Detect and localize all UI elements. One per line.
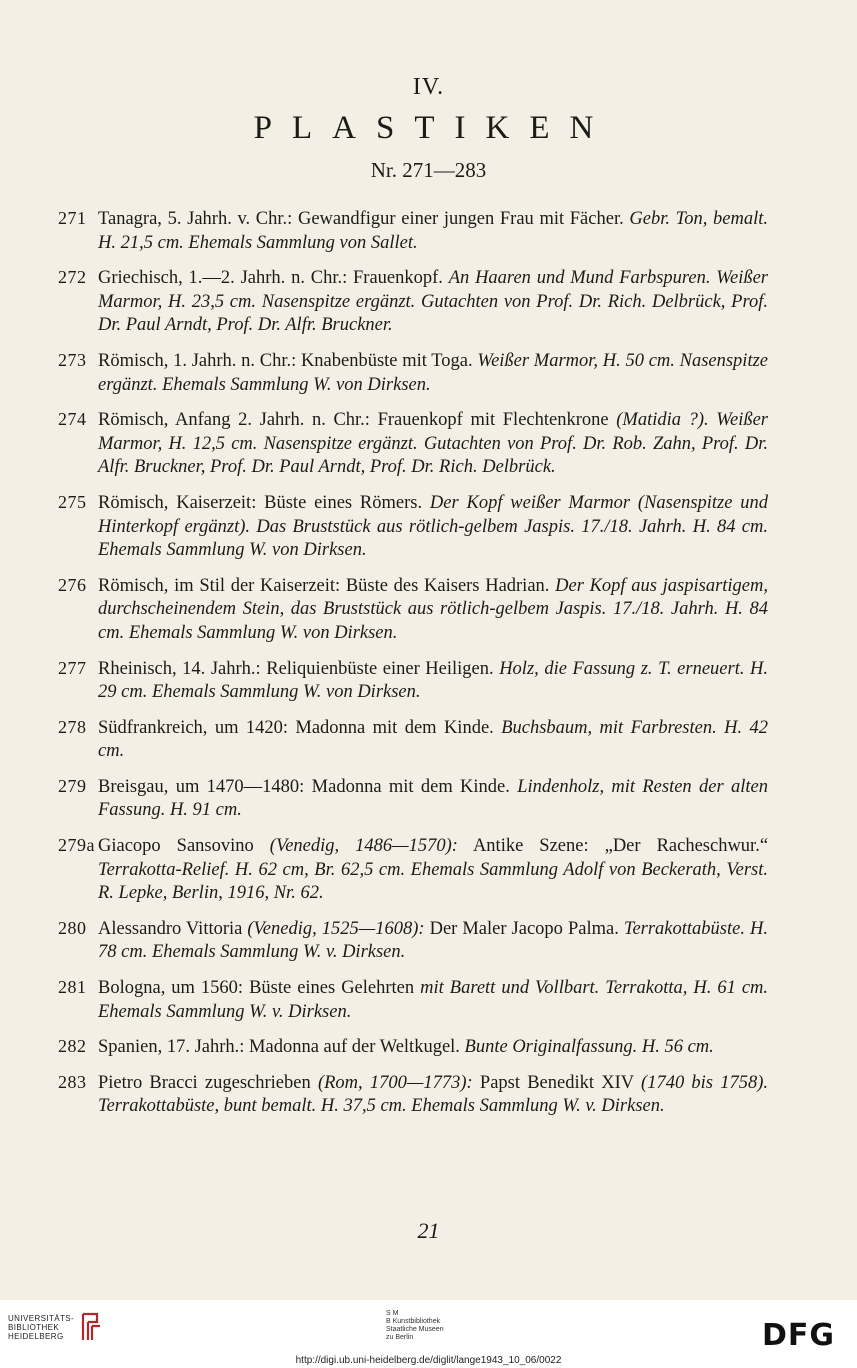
entry-number: 273: [58, 349, 87, 370]
entry-description: (Matidia ?). Weißer Marmor, H. 12,5 cm. Nasenspitze ergänzt. Gutachten von Prof. Dr. Rob. Zahn, Prof. Dr. Alfr. Bruckner, Prof. Dr. Paul Arndt, Prof. Dr. Rich. Delbrück.: [98, 410, 769, 478]
entry-title: Römisch, Anfang 2. Jahrh. n. Chr.: Frauenkopf mit Flechtenkrone: [98, 410, 609, 431]
entry-title: Römisch, Kaiserzeit: Büste eines Römers.: [98, 492, 423, 513]
entry-text: [98, 977, 768, 1024]
catalog-entry: [58, 575, 768, 646]
entry-number: 272: [58, 267, 87, 288]
kunstbibliothek-logo: [386, 1310, 506, 1342]
entry-number: 276: [58, 574, 87, 595]
entry-text: [98, 492, 768, 563]
entry-title: Tanagra, 5. Jahrh. v. Chr.: Gewandfigur einer jungen Frau mit Fächer.: [98, 209, 624, 229]
entry-title: Rheinisch, 14. Jahrh.: Reliquienbüste einer Heiligen.: [98, 658, 494, 679]
entry-text: [98, 918, 768, 965]
entry-title: Pietro Bracci zugeschrieben: [98, 1072, 311, 1093]
entry-text: [98, 835, 768, 906]
entry-number: 281: [58, 977, 87, 998]
entry-number: 275: [58, 491, 87, 512]
section-title: PLASTIKEN: [253, 110, 614, 146]
entry-text: [98, 776, 768, 823]
university-library-label: [8, 1314, 78, 1341]
entry-title: Alessandro Vittoria: [98, 918, 243, 939]
entry-text: [98, 1036, 768, 1060]
entry-description: mit Barett und Vollbart. Terrakotta, H. 61 cm. Ehemals Sammlung W. v. Dirksen.: [98, 978, 769, 1022]
entry-description: Weißer Marmor, H. 50 cm. Nasenspitze ergänzt. Ehemals Sammlung W. von Dirksen.: [98, 350, 768, 395]
entry-description: (Rom, 1700—1773):: [317, 1072, 473, 1093]
footer-bar: [0, 1300, 857, 1368]
entry-number: 278: [58, 716, 87, 737]
entry-title: Griechisch, 1.—2. Jahrh. n. Chr.: Frauenkopf.: [98, 268, 443, 289]
catalog-entry: [58, 658, 768, 705]
entry-number: 274: [58, 409, 87, 430]
section-range: Nr. 271—283: [370, 158, 487, 182]
entry-number: 277: [58, 657, 87, 678]
catalog-entry: [58, 1072, 768, 1119]
entry-text: [98, 208, 768, 255]
catalog-entry: [58, 918, 768, 965]
catalog-entry: [58, 776, 768, 823]
catalog-entry: [58, 208, 768, 255]
entry-title: Bologna, um 1560: Büste eines Gelehrten: [98, 978, 415, 999]
catalog-entry: [58, 409, 768, 480]
entry-description: Lindenholz, mit Resten der alten Fassung. H. 91 cm.: [98, 776, 768, 821]
university-logo-icon: [80, 1312, 102, 1342]
entry-text: [98, 658, 768, 705]
entry-title: Römisch, 1. Jahrh. n. Chr.: Knabenbüste mit Toga.: [98, 350, 473, 371]
catalog-entry: [58, 492, 768, 563]
kunstbibliothek-line-1: B Kunstbibliothek: [386, 1318, 441, 1325]
catalog-entry: [58, 350, 768, 397]
entry-description: Holz, die Fassung z. T. erneuert. H. 29 cm. Ehemals Sammlung W. von Dirksen.: [98, 658, 769, 703]
entry-description: Gebr. Ton, bemalt. H. 21,5 cm. Ehemals Sammlung von Sallet.: [98, 209, 768, 253]
entry-title: Spanien, 17. Jahrh.: Madonna auf der Weltkugel.: [98, 1037, 460, 1058]
catalog-entry: [58, 1036, 768, 1060]
entry-description: Terrakotta-Relief. H. 62 cm, Br. 62,5 cm. Ehemals Sammlung Adolf von Beckerath, Verst. R. Lepke, Berlin, 1916, Nr. 62.: [98, 859, 768, 904]
catalog-entries: [58, 208, 768, 1131]
entry-description: (Venedig, 1525—1608):: [247, 918, 425, 939]
entry-description: An Haaren und Mund Farbspuren. Weißer Marmor, H. 23,5 cm. Nasenspitze ergänzt. Gutachten von Prof. Dr. Rich. Delbrück, Prof. Dr. Paul Arndt, Prof. Dr. Alfr. Bruckner.: [98, 268, 769, 336]
entry-number: 279: [58, 775, 87, 796]
kunstbibliothek-sm: S M: [386, 1310, 399, 1317]
entry-text: [98, 575, 768, 646]
entry-number: 282: [58, 1036, 87, 1057]
catalog-entry: [58, 267, 768, 338]
catalog-entry: [58, 977, 768, 1024]
entry-number: 271: [58, 208, 87, 228]
entry-number: 280: [58, 917, 87, 938]
entry-text: [98, 350, 768, 397]
entry-description: Der Kopf aus jaspisartigem, durchscheinendem Stein, das Bruststück aus rötlich-gelbem Jaspis. 17./18. Jahrh. H. 84 cm. Ehemals Sammlung W. von Dirksen.: [98, 575, 769, 643]
entry-title: Südfrankreich, um 1420: Madonna mit dem Kinde.: [98, 717, 494, 738]
university-line-3: HEIDELBERG: [8, 1332, 64, 1341]
entry-number: 279a: [58, 835, 95, 856]
entry-description: Terrakottabüste. H. 78 cm. Ehemals Sammlung W. v. Dirksen.: [98, 918, 768, 963]
entry-number: 283: [58, 1071, 87, 1092]
entry-description: Der Kopf weißer Marmor (Nasenspitze und Hinterkopf ergänzt). Das Bruststück aus rötlich-gelbem Jaspis. 17./18. Jahrh. H. 84 cm. Ehemals Sammlung W. von Dirksen.: [98, 492, 769, 561]
source-url[interactable]: http://digi.ub.uni-heidelberg.de/diglit/lange1943_10_06/0022: [295, 1355, 562, 1366]
kunstbibliothek-line-2: Staatliche Museen: [386, 1326, 444, 1333]
entry-title: Der Maler Jacopo Palma.: [429, 918, 619, 939]
entry-title: Breisgau, um 1470—1480: Madonna mit dem Kinde.: [98, 776, 510, 797]
university-line-2: BIBLIOTHEK: [8, 1323, 60, 1332]
entry-text: [98, 717, 768, 764]
entry-title: Papst Benedikt XIV: [479, 1072, 634, 1093]
entry-title: Giacopo Sansovino: [98, 836, 254, 857]
catalog-entry: [58, 835, 768, 906]
entry-title: Römisch, im Stil der Kaiserzeit: Büste des Kaisers Hadrian.: [98, 575, 550, 596]
catalog-entry: [58, 717, 768, 764]
entry-description: Bunte Originalfassung. H. 56 cm.: [464, 1037, 714, 1058]
section-number: IV.: [412, 74, 445, 100]
entry-description: (Venedig, 1486—1570):: [269, 836, 458, 857]
entry-text: [98, 1072, 768, 1119]
entry-title: Antike Szene: „Der Racheschwur.“: [472, 836, 769, 857]
entry-text: [98, 267, 768, 338]
entry-description: (1740 bis 1758). Terrakottabüste, bunt bemalt. H. 37,5 cm. Ehemals Sammlung W. v. Dirksen.: [98, 1072, 769, 1117]
entry-text: [98, 409, 768, 480]
entry-description: Buchsbaum, mit Farbresten. H. 42 cm.: [98, 717, 768, 762]
university-line-1: UNIVERSITÄTS-: [8, 1314, 75, 1323]
kunstbibliothek-line-3: zu Berlin: [386, 1334, 414, 1341]
dfg-logo: DFG: [762, 1318, 836, 1353]
page-number: 21: [417, 1218, 440, 1243]
